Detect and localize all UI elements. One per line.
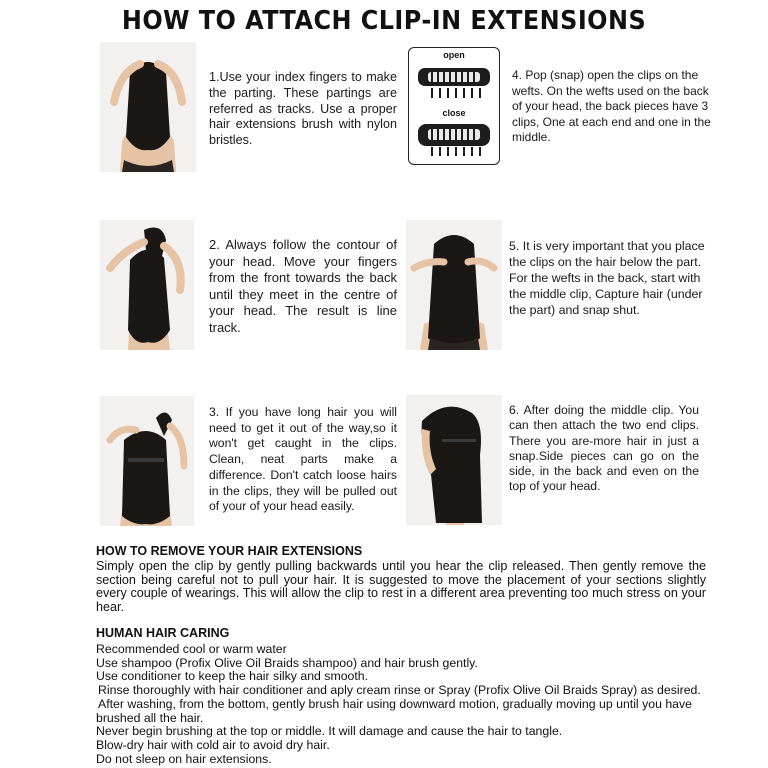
clip-open-label: open (443, 50, 465, 60)
clip-diagram (408, 47, 500, 165)
remove-text: Simply open the clip by gently pulling backwards until you hear the clip released. Then gently remove the section being careful not to pull your hair. It is suggested to move the placement of your sections slightly every couple of wearings. This will allow the clip to rest in a different area preventing too much stress on your hear. (96, 559, 706, 614)
step-3-photo (100, 396, 194, 526)
step-2-text: 2. Always follow the contour of your head. Move your fingers from the front towards the back until they meet in the centre of your head. The result is line track. (209, 237, 397, 335)
care-line: After washing, from the bottom, gently brush hair using downward motion, gradually moving up until you have (98, 696, 692, 711)
care-line: brushed all the hair. (96, 710, 204, 725)
care-line: Never begin brushing at the top or middle. It will damage and cause the hair to tangle. (96, 724, 563, 739)
care-line: Recommended cool or warm water (96, 642, 287, 656)
care-line: Blow-dry hair with cold air to avoid dry hair. (96, 737, 330, 752)
care-line: Use shampoo (Profix Olive Oil Braids shampoo) and hair brush gently. (96, 655, 478, 670)
step-4-text: 4. Pop (snap) open the clips on the wefts. On the wefts used on the back of your head, the back pieces have 3 clips, One at each end and one in the middle. (512, 68, 711, 144)
step-1-text: 1.Use your index fingers to make the parting. These partings are referred as tracks. Use a proper hair extensions brush with nylon bristles. (209, 70, 397, 148)
step-2-photo (100, 220, 194, 350)
step-6-text: 6. After doing the middle clip. You can then attach the two end clips. There you are-more hair in just a snap.Side pieces can go on the side, in the back and even on the top of your head. (509, 403, 699, 494)
step-3-text: 3. If you have long hair you will need to get it out of the way,so it won't get caught in the clips. Clean, neat parts make a difference. Don't catch loose hairs in the clips, they will be pulled out of your of your head easily. (209, 405, 397, 514)
page-title: HOW TO ATTACH CLIP-IN EXTENSIONS (121, 6, 647, 36)
care-line: Use conditioner to keep the hair silky and smooth. (96, 669, 369, 684)
clip-open-icon (414, 62, 494, 102)
care-line: Rinse thoroughly with hair conditioner and aply cream rinse or Spray (Profix Olive Oil Braids Spray) as desired. (98, 683, 701, 698)
clip-close-label: close (442, 108, 466, 118)
step-1-photo (100, 42, 196, 172)
clip-closed-icon (414, 120, 494, 160)
step-6-photo (406, 395, 502, 525)
step-5-photo (406, 220, 502, 350)
step-5-text: 5. It is very important that you place the clips on the hair below the part. For the wefts in the back, start with the middle clip, Capture hair (under the part) and snap shut. (509, 239, 705, 317)
care-line: Do not sleep on hair extensions. (96, 751, 272, 766)
care-heading: HUMAN HAIR CARING (96, 626, 230, 640)
remove-heading: HOW TO REMOVE YOUR HAIR EXTENSIONS (96, 544, 363, 558)
care-list (96, 643, 706, 766)
